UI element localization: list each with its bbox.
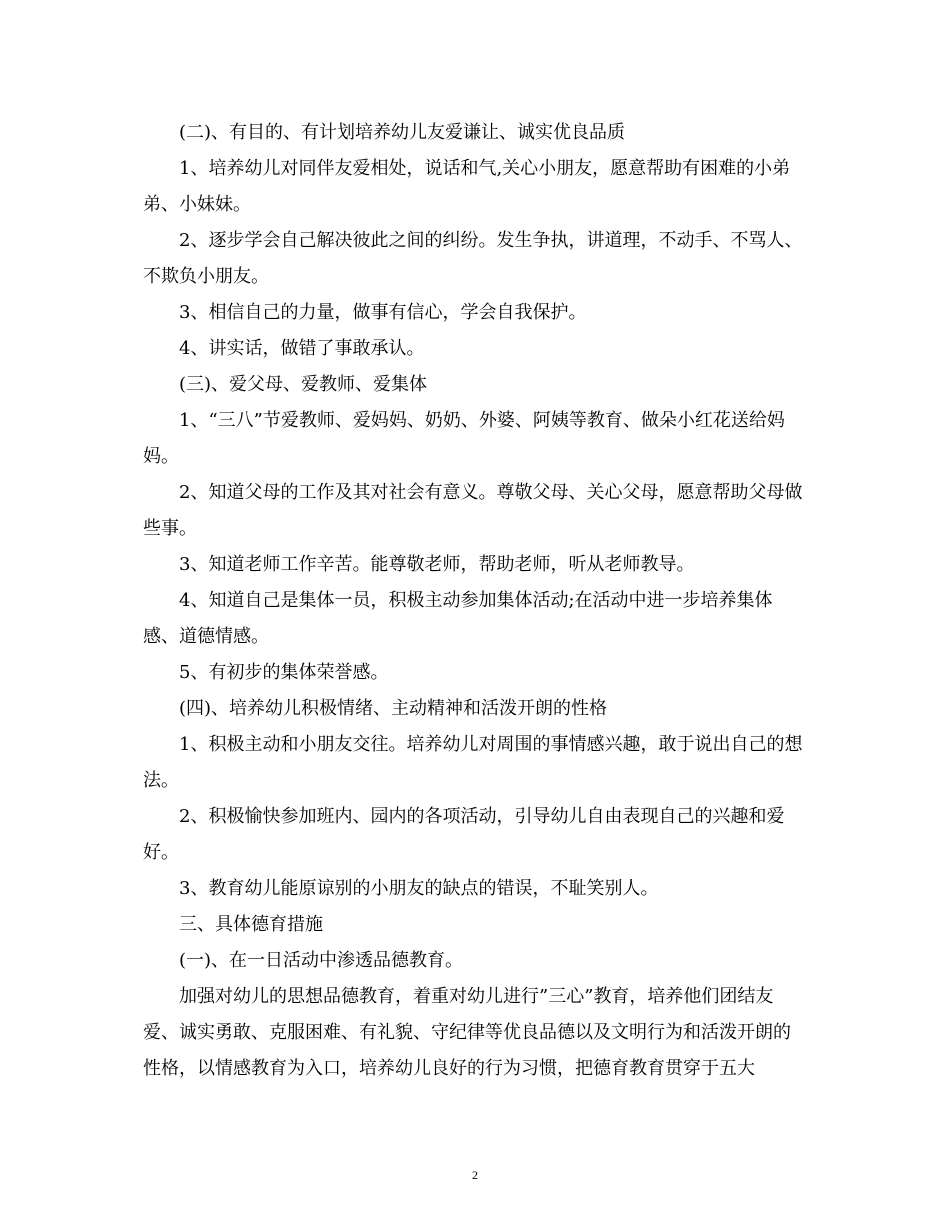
paragraph: (二)、有目的、有计划培养幼儿友爱谦让、诚实优良品质 (179, 122, 626, 143)
paragraph: (一)、在一日活动中渗透品德教育。 (179, 950, 464, 971)
paragraph: 1、“三八”节爱教师、爱妈妈、奶奶、外婆、阿姨等教育、做朵小红花送给妈妈。 (143, 410, 785, 467)
paragraph: (四)、培养幼儿积极情绪、主动精神和活泼开朗的性格 (179, 698, 608, 719)
paragraph: 三、具体德育措施 (179, 914, 323, 935)
paragraph: 3、相信自己的力量，做事有信心，学会自我保护。 (179, 302, 587, 323)
paragraph: 1、积极主动和小朋友交往。培养幼儿对周围的事情感兴趣，敢于说出自己的想法。 (143, 734, 803, 791)
paragraph: 2、积极愉快参加班内、园内的各项活动，引导幼儿自由表现自己的兴趣和爱好。 (143, 806, 785, 863)
paragraph: 2、逐步学会自己解决彼此之间的纠纷。发生争执，讲道理，不动手、不骂人、不欺负小朋友。 (143, 230, 803, 287)
paragraph: 2、知道父母的工作及其对社会有意义。尊敬父母、关心父母，愿意帮助父母做些事。 (143, 482, 803, 539)
paragraph: 5、有初步的集体荣誉感。 (179, 662, 389, 683)
paragraph: 加强对幼儿的思想品德教育，着重对幼儿进行”三心”教育，培养他们团结友爱、诚实勇敢、克服困难、有礼貌、守纪律等优良品德以及文明行为和活泼开朗的性格，以情感教育为入口，培养幼儿良好的行为习惯，把德育教育贯穿于五大 (143, 986, 791, 1079)
paragraph: 4、知道自己是集体一员，积极主动参加集体活动;在活动中进一步培养集体感、道德情感。 (143, 590, 773, 647)
paragraph: 3、知道老师工作辛苦。能尊敬老师，帮助老师，听从老师教导。 (179, 554, 695, 575)
document-body (143, 115, 807, 1087)
paragraph: 4、讲实话，做错了事敢承认。 (179, 338, 425, 359)
paragraph: (三)、爱父母、爱教师、爱集体 (179, 374, 428, 395)
paragraph: 1、培养幼儿对同伴友爱相处，说话和气,关心小朋友，愿意帮助有困难的小弟弟、小妹妹。 (143, 158, 791, 215)
page-number: 2 (472, 1168, 478, 1182)
paragraph: 3、教育幼儿能原谅别的小朋友的缺点的错误，不耻笑别人。 (179, 878, 659, 899)
